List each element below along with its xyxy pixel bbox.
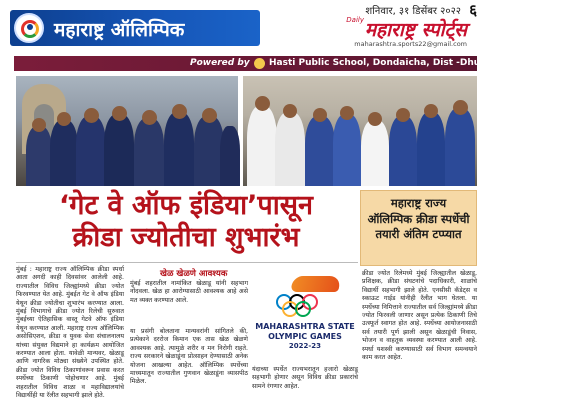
section-badge [10, 10, 260, 46]
photo-torch-relay-group [16, 76, 238, 186]
article-column-2-top: मुंबई शहरातील नामांकित खेळाडू यांनी सहभाग नोंदवला. खेळ हा आरोग्यासाठी आवश्यक आहे असे मत व्यक्त करण्यात आले. [130, 280, 248, 304]
article-column-2-bottom: या प्रसंगी बोलताना मान्यवरांनी सांगितले की, प्रत्येकाने दररोज किमान एक तास खेळ खेळणे आवश्यक आहे. त्यामुळे शरीर व मन निरोगी राहते. राज्य सरकारने खेळाडूंना प्रोत्साहन देण्यासाठी अनेक योजना आखल्या आहेत. ऑलिम्पिक स्पर्धेच्या माध्यमातून राज्यातील गुणवान खेळाडूंना व्यासपीठ मिळेल. [130, 328, 248, 386]
headline-divider [16, 262, 358, 263]
games-logo-year: 2022-23 [288, 342, 322, 350]
brand-name: महाराष्ट्र स्पोर्ट्स [364, 19, 467, 41]
photo-participants-group [243, 76, 477, 186]
headline-line-2: क्रीडा ज्योतीचा शुभारंभ [72, 222, 300, 253]
article-subheading: खेळ खेळणे आवश्यक [160, 269, 228, 279]
newspaper-brand [346, 16, 467, 48]
article-column-3: यंदाच्या स्पर्धेत राज्यभरातून हजारो खेळाडू सहभागी होणार असून विविध क्रीडा प्रकारांचे सामने रंगणार आहेत. [252, 366, 358, 390]
article-column-1: मुंबई : महाराष्ट्र राज्य ऑलिम्पिक क्रीडा स्पर्धा आता अगदी काही दिवसांवर आलेली आहे. राज्यातील विविध जिल्ह्यांमध्ये क्रीडा ज्योत फिरवण्यात येत आहे. मुंबईत गेट वे ऑफ इंडिया येथून क्रीडा ज्योतीचा शुभारंभ करण्यात आला. मुंबई विभागाचे क्रीडा ज्योत रिलेची सुरुवात मुंबईच्या ऐतिहासिक वास्तू गेटवे ऑफ इंडिया येथून करण्यात आली. महाराष्ट्र राज्य ऑलिम्पिक असोसिएशन, क्रीडा व युवक सेवा संचालनालय यांच्या संयुक्त विद्यमाने हा कार्यक्रम आयोजित करण्यात आला होता. यावेळी मान्यवर, खेळाडू आणि नागरिक मोठ्या संख्येने उपस्थित होते. क्रीडा ज्योत विविध ठिकाणांवरून प्रवास करत स्पर्धेच्या ठिकाणी पोहोचणार आहे. मुंबई शहरातील विविध शाळा व महाविद्यालयांचे विद्यार्थीही या रॅलीत सहभागी झाले होते. [16, 266, 124, 400]
section-title: महाराष्ट्र ऑलिम्पिक [54, 19, 185, 41]
headline-line-1: ‘गेट वे ऑफ इंडिया’पासून [59, 190, 313, 221]
sponsor-text: Hasti Public School, Dondaicha, Dist -Dhule (MS) - 425408 [269, 58, 564, 68]
headline [16, 190, 356, 254]
masthead [0, 0, 485, 56]
olympic-rings-icon [276, 294, 336, 320]
school-logo-icon [254, 58, 265, 69]
games-logo-line-2: OLYMPIC GAMES [268, 332, 342, 341]
brand-email: maharashtra.sports22@gmail.com [354, 40, 467, 48]
issue-date: शनिवार, ३१ डिसेंबर २०२२ [365, 6, 461, 17]
tiger-mascot-icon [290, 276, 342, 292]
maharashtra-olympic-games-logo [252, 274, 358, 364]
side-highlight-box [360, 190, 477, 266]
sponsor-strip [14, 56, 564, 71]
sponsor-prefix: Powered by [190, 58, 250, 68]
games-logo-line-1: MAHARASHTRA STATE [255, 322, 355, 331]
side-box-text: महाराष्ट्र राज्य ऑलिम्पिक क्रीडा स्पर्धेची तयारी अंतिम टप्प्यात [367, 196, 470, 241]
page-number: ६ [469, 1, 477, 19]
brand-daily-label: Daily [346, 16, 364, 24]
article-column-4: क्रीडा ज्योत रिलेमध्ये मुंबई जिल्ह्यातील खेळाडू, प्रशिक्षक, क्रीडा संघटनांचे पदाधिकारी, शाळांचे विद्यार्थी सहभागी झाले होते. एनसीसी कॅडेट्स व स्काऊट गाईड यांनीही रॅलीत भाग घेतला. या स्पर्धेच्या निमित्ताने राज्यातील सर्व जिल्ह्यांमध्ये क्रीडा ज्योत फिरवली जाणार असून प्रत्येक ठिकाणी तिचे उत्स्फूर्त स्वागत होत आहे. स्पर्धेच्या आयोजनासाठी सर्व तयारी पूर्ण झाली असून खेळाडूंची निवास, भोजन व वाहतूक व्यवस्था करण्यात आली आहे. स्पर्धा यशस्वी करण्यासाठी सर्व विभाग समन्वयाने काम करत आहेत. [362, 270, 477, 362]
olympic-association-logo-icon [14, 13, 44, 43]
